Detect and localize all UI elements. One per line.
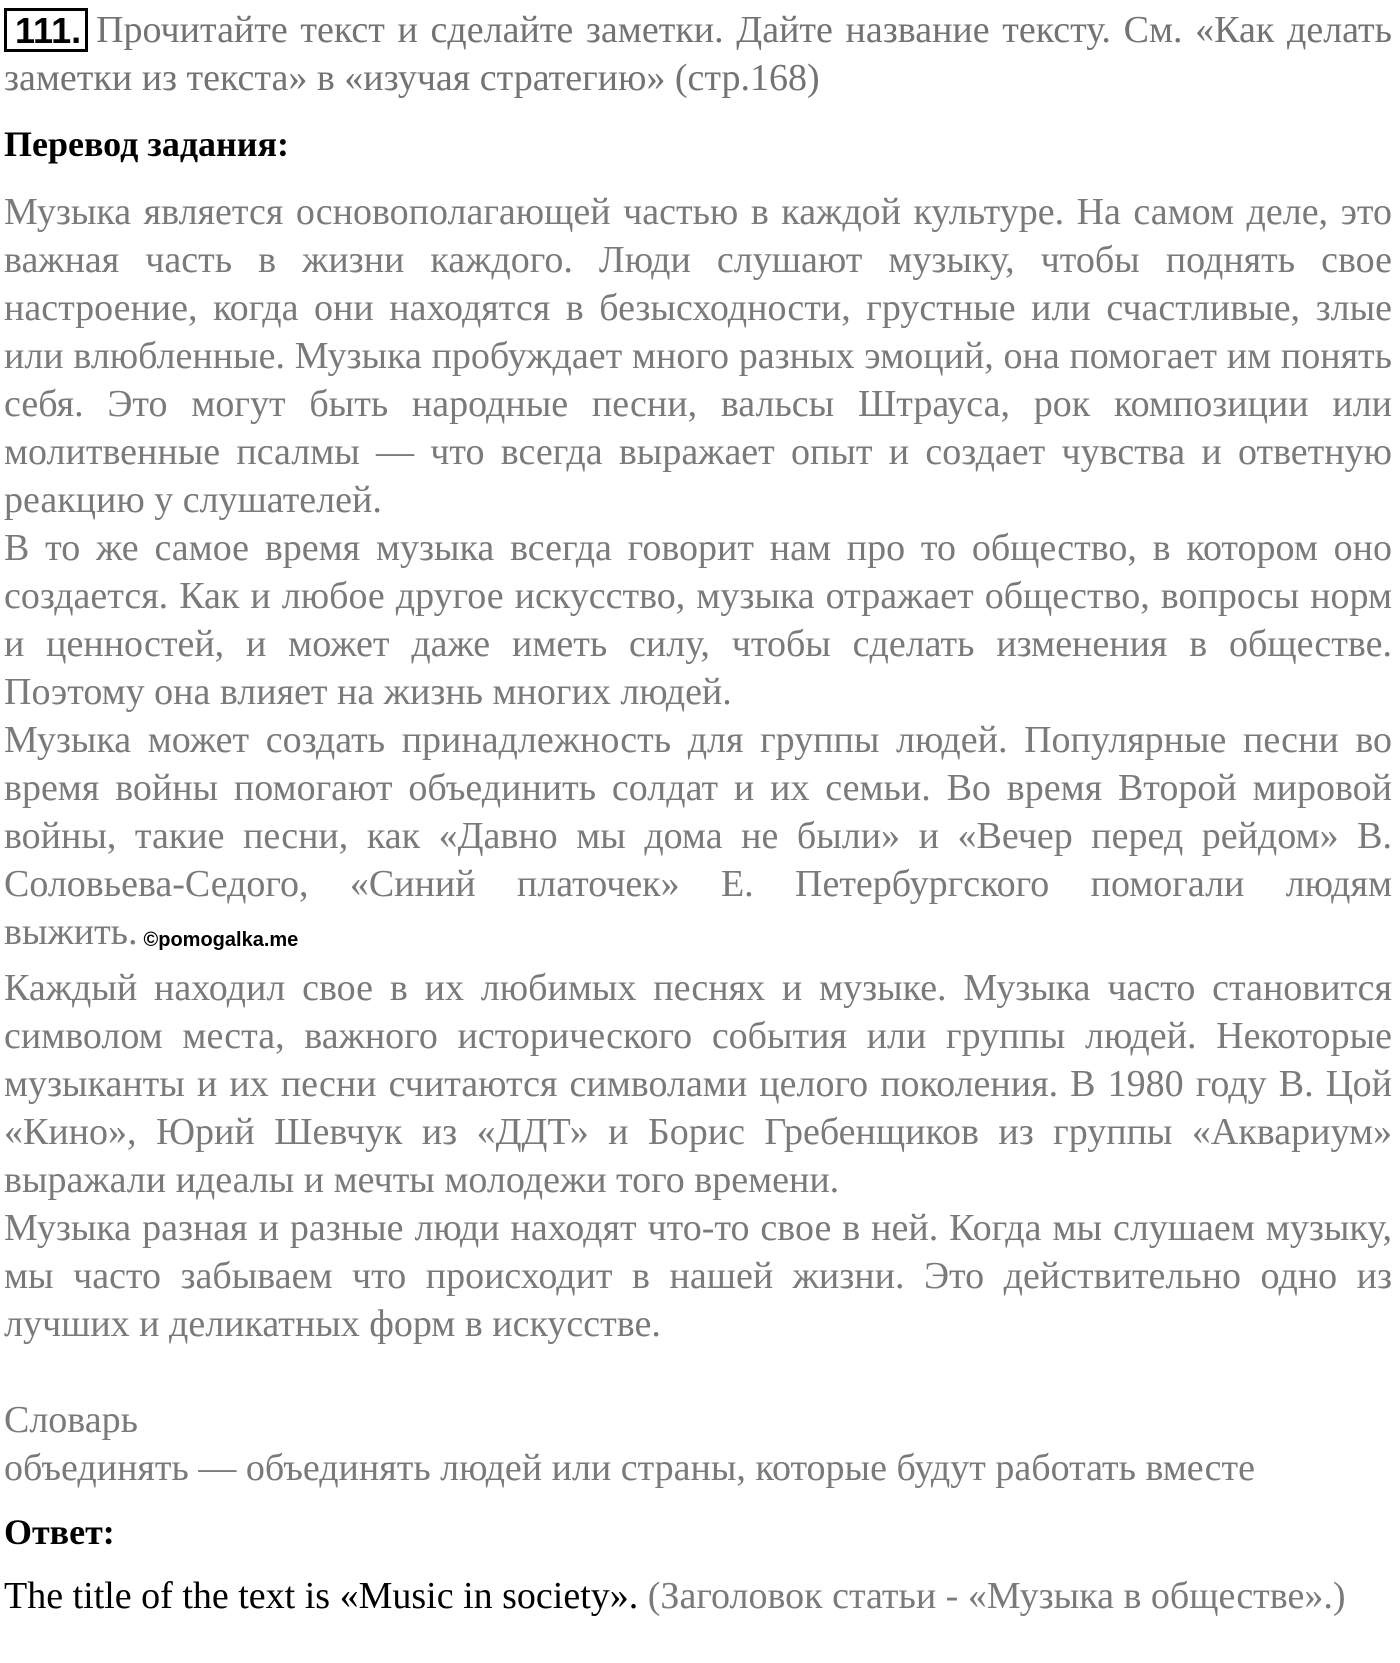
document-page (4, 0, 1392, 1620)
dictionary-title: Словарь (4, 1399, 138, 1441)
translation-heading: Перевод задания: (4, 124, 289, 164)
paragraph: Музыка разная и разные люди находят что-то свое в ней. Когда мы слушаем музыку, мы часто забываем что происходит в нашей жизни. Это действительно одно из лучших и деликатных форм в искусстве. (4, 1207, 1392, 1345)
watermark: ©pomogalka.me (143, 929, 299, 951)
task-number-box: 111. (4, 8, 88, 52)
translated-text (4, 188, 1392, 1348)
paragraph: Музыка является основополагающей частью в каждой культуре. На самом деле, это важная часть в жизни каждого. Люди слушают музыку, чтобы поднять свое настроение, когда они находятся в безысходности, грустные или счастливые, злые или влюбленные. Музыка пробуждает много разных эмоций, она помогает им понять себя. Это могут быть народные песни, вальсы Штрауса, рок композиции или молитвенные псалмы — что всегда выражает опыт и создает чувства и ответную реакцию у слушателей. (4, 191, 1392, 521)
answer-russian: (Заголовок статьи - «Музыка в обществе».) (647, 1575, 1346, 1617)
answer-english: The title of the text is «Music in society». (4, 1575, 639, 1617)
dictionary-section (4, 1396, 1392, 1492)
paragraph-with-watermark (4, 716, 1392, 964)
paragraph: В то же самое время музыка всегда говорит нам про то общество, в котором оно создается. Как и любое другое искусство, музыка отражает общество, вопросы норм и ценностей, и может даже иметь силу, чтобы сделать изменения в обществе. Поэтому она влияет на жизнь многих людей. (4, 527, 1392, 713)
paragraph-text: Музыка может создать принадлежность для группы людей. Популярные песни во время войны помогают объединить солдат и их семьи. Во время Второй мировой войны, такие песни, как «Давно мы дома не были» и «Вечер перед рейдом» В. Соловьева-Седого, «Синий платочек» Е. Петербургского помогали людям выжить. (4, 719, 1392, 953)
dictionary-entry: объединять — объединять людей или страны, которые будут работать вместе (4, 1447, 1255, 1489)
task-statement (4, 6, 1392, 102)
task-text: Прочитайте текст и сделайте заметки. Дайте название тексту. См. «Как делать заметки из текста» в «изучая стратегию» (стр.168) (4, 9, 1392, 99)
answer-heading: Ответ: (4, 1512, 115, 1552)
answer-text (4, 1572, 1392, 1620)
paragraph: Каждый находил свое в их любимых песнях и музыке. Музыка часто становится символом места, важного исторического события или группы людей. Некоторые музыканты и их песни считаются символами целого поколения. В 1980 году В. Цой «Кино», Юрий Шевчук из «ДДТ» и Борис Гребенщиков из группы «Аквариум» выражали идеалы и мечты молодежи того времени. (4, 967, 1392, 1201)
